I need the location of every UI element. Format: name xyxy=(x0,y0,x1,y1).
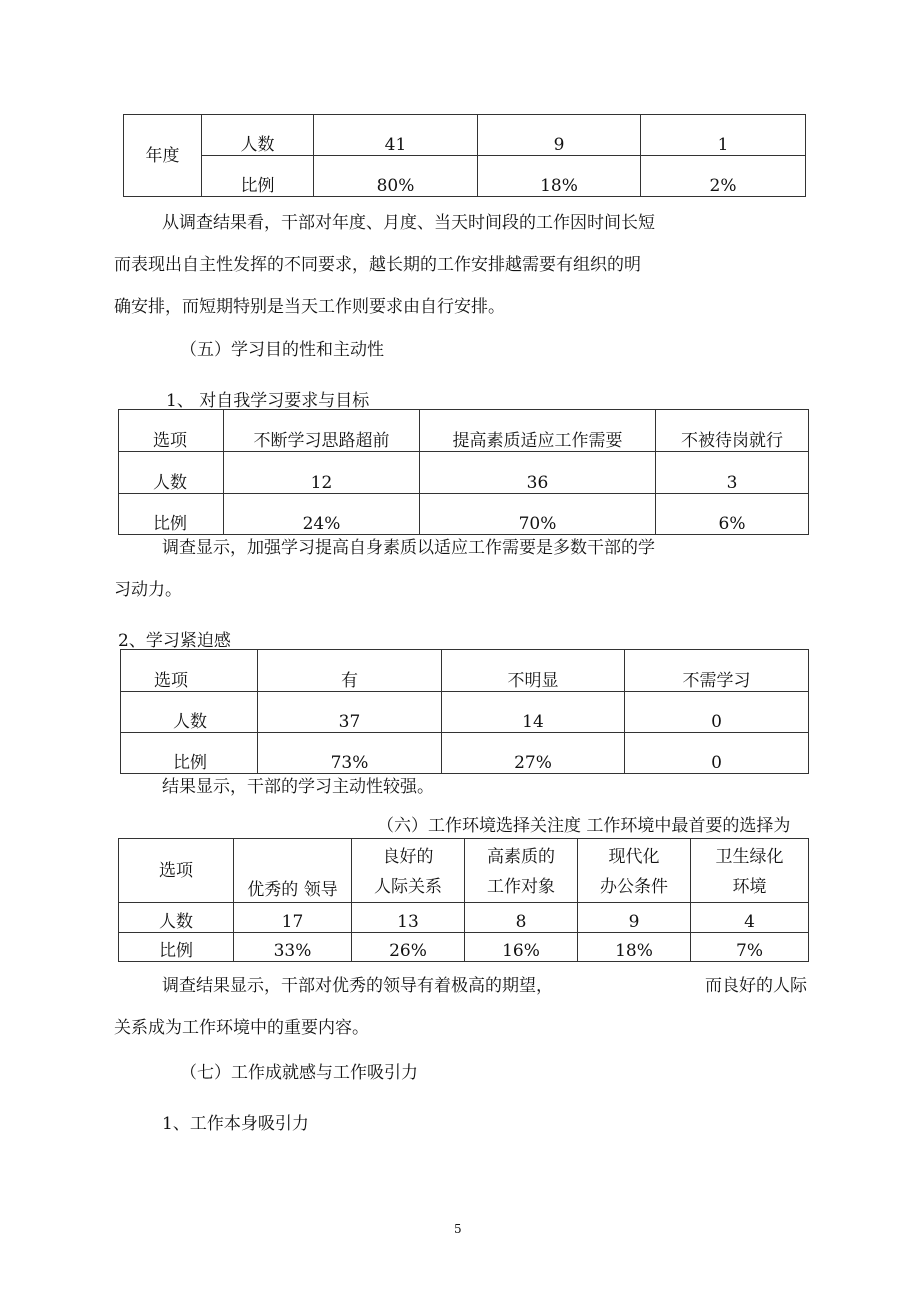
header-cell: 选项 xyxy=(119,410,224,452)
page-number: 5 xyxy=(454,1222,462,1236)
header-cell: 选项 xyxy=(121,650,258,692)
header-line: 高素质的 xyxy=(487,847,555,867)
table-cell: 1 xyxy=(641,115,806,156)
table-cell: 9 xyxy=(478,115,641,156)
header-cell: 不断学习思路超前 xyxy=(224,410,420,452)
header-cell xyxy=(234,839,352,903)
table-cell: 9 xyxy=(578,903,691,933)
header-line: 良好的 xyxy=(382,847,434,867)
row-header-year: 年度 xyxy=(124,115,202,197)
subsection-heading: 1、 对自我学习要求与目标 xyxy=(166,391,370,411)
paragraph-line: 而表现出自主性发挥的不同要求，越长期的工作安排越需要有组织的明 xyxy=(114,255,641,275)
header-line: 人际关系 xyxy=(374,877,442,897)
header-cell: 不需学习 xyxy=(625,650,809,692)
table-cell: 26% xyxy=(352,933,465,962)
section-heading: （七）工作成就感与工作吸引力 xyxy=(180,1063,418,1083)
table-cell: 2% xyxy=(641,156,806,197)
table-cell: 27% xyxy=(442,733,625,774)
section-heading: （五）学习目的性和主动性 xyxy=(180,340,384,360)
table-cell: 0 xyxy=(625,692,809,733)
paragraph-line: 从调查结果看，干部对年度、月度、当天时间段的工作因时间长短 xyxy=(162,213,655,233)
row-label: 人数 xyxy=(119,452,224,494)
paragraph-line: 调查结果显示，干部对优秀的领导有着极高的期望， xyxy=(162,976,553,996)
row-label: 人数 xyxy=(202,115,314,156)
table-cell: 37 xyxy=(258,692,442,733)
header-cell: 不明显 xyxy=(442,650,625,692)
row-label: 比例 xyxy=(119,494,224,535)
header-cell xyxy=(352,839,465,903)
section-heading: （六）工作环境选择关注度 工作环境中最首要的选择为 xyxy=(377,816,791,836)
subsection-heading: 2、学习紧迫感 xyxy=(118,631,231,651)
table-cell: 80% xyxy=(314,156,478,197)
paragraph-line: 关系成为工作环境中的重要内容。 xyxy=(114,1018,369,1038)
paragraph-line: 调查显示，加强学习提高自身素质以适应工作需要是多数干部的学 xyxy=(162,538,655,558)
table-cell: 8 xyxy=(465,903,578,933)
header-line: 优秀的 领导 xyxy=(247,880,338,900)
paragraph-line: 结果显示，干部的学习主动性较强。 xyxy=(162,777,434,797)
header-cell: 有 xyxy=(258,650,442,692)
row-label: 人数 xyxy=(121,692,258,733)
paragraph-line: 习动力。 xyxy=(114,580,182,600)
header-cell xyxy=(578,839,691,903)
header-line: 办公条件 xyxy=(600,877,668,897)
table-cell: 17 xyxy=(234,903,352,933)
header-line: 卫生绿化 xyxy=(715,847,784,867)
paragraph-line: 而良好的人际 xyxy=(705,976,807,996)
table-cell: 3 xyxy=(656,452,809,494)
table-cell: 0 xyxy=(625,733,809,774)
period-table xyxy=(123,114,806,197)
urgency-table xyxy=(120,649,809,774)
table-cell: 70% xyxy=(420,494,656,535)
learning-goal-table xyxy=(118,409,809,535)
table-cell: 33% xyxy=(234,933,352,962)
table-cell: 24% xyxy=(224,494,420,535)
table-cell: 7% xyxy=(691,933,809,962)
header-line: 环境 xyxy=(732,877,767,897)
environment-table xyxy=(118,838,809,962)
table-cell: 16% xyxy=(465,933,578,962)
header-cell-options xyxy=(119,839,234,903)
row-label: 比例 xyxy=(119,933,234,962)
header-line: 工作对象 xyxy=(487,877,555,897)
table-cell: 18% xyxy=(478,156,641,197)
table-cell: 36 xyxy=(420,452,656,494)
subsection-heading: 1、工作本身吸引力 xyxy=(162,1114,309,1134)
paragraph-line: 确安排，而短期特别是当天工作则要求由自行安排。 xyxy=(114,297,505,317)
table-cell: 73% xyxy=(258,733,442,774)
header-line: 现代化 xyxy=(608,847,660,867)
table-cell: 13 xyxy=(352,903,465,933)
header-cell xyxy=(691,839,809,903)
table-cell: 14 xyxy=(442,692,625,733)
table-cell: 4 xyxy=(691,903,809,933)
header-cell: 不被待岗就行 xyxy=(656,410,809,452)
table-cell: 12 xyxy=(224,452,420,494)
table-cell: 41 xyxy=(314,115,478,156)
row-label: 人数 xyxy=(119,903,234,933)
table-cell: 18% xyxy=(578,933,691,962)
header-cell xyxy=(465,839,578,903)
header-line: 选项 xyxy=(159,860,193,881)
table-cell: 6% xyxy=(656,494,809,535)
header-cell: 提高素质适应工作需要 xyxy=(420,410,656,452)
row-label: 比例 xyxy=(202,156,314,197)
row-label: 比例 xyxy=(121,733,258,774)
